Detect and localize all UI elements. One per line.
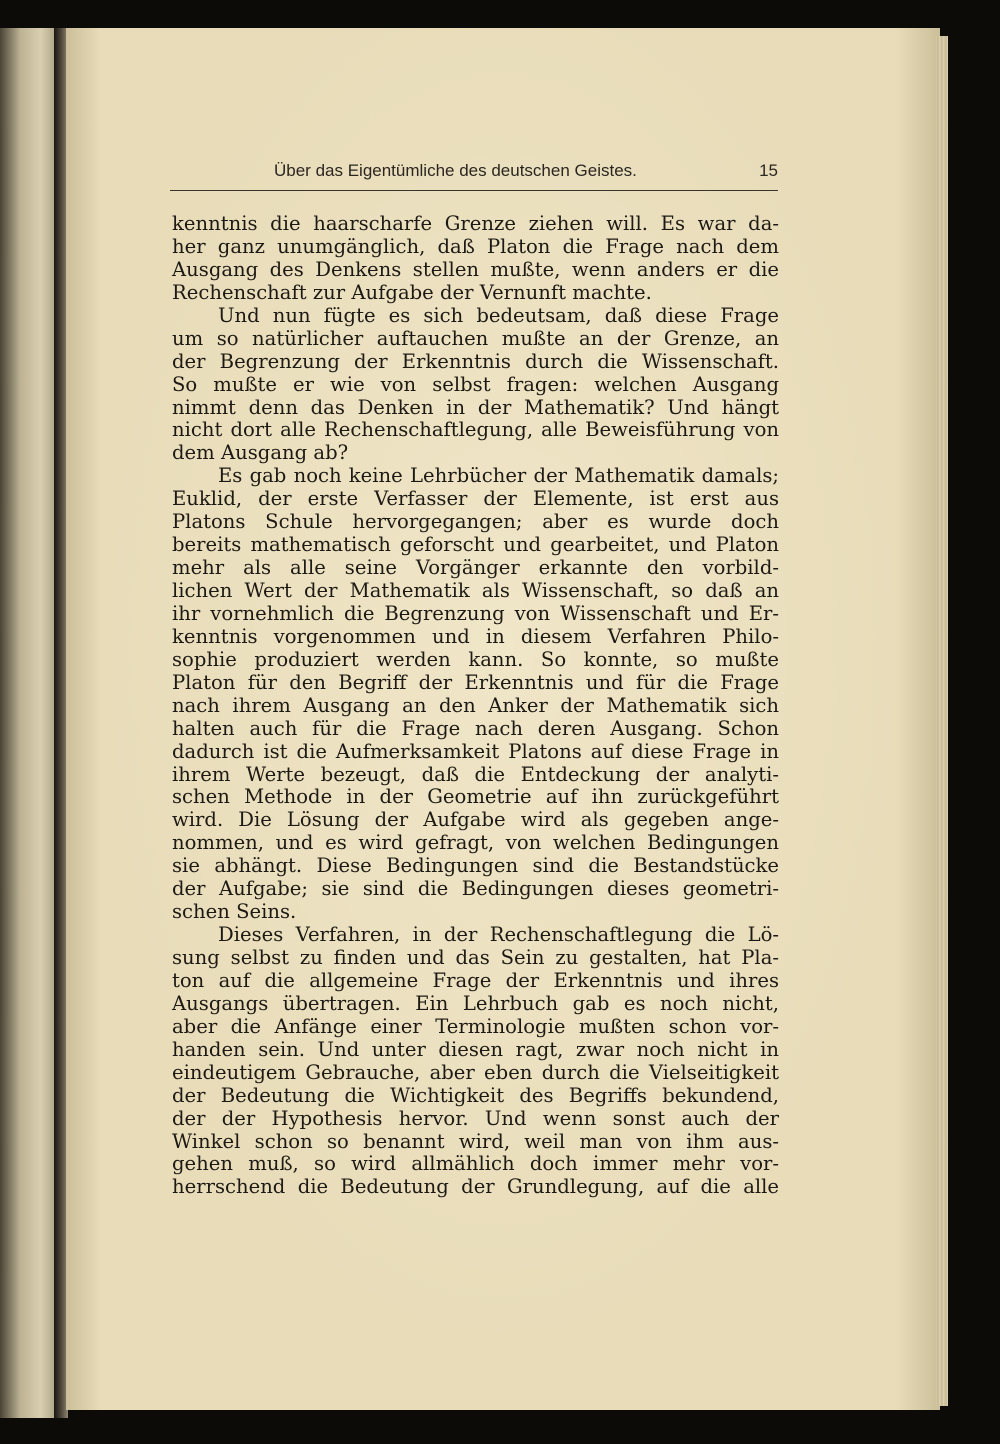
running-head [170,161,780,187]
text-line: der Bedeutung die Wichtigkeit des Begriffs bekundend, [172,1083,779,1107]
text-line: schen Seins. [172,900,297,924]
text-line: sophie produziert werden kann. So konnte, so mußte [172,647,779,671]
text-line: dadurch ist die Aufmerksamkeit Platons auf diese Frage in [172,739,779,763]
text-line: Rechenschaft zur Aufgabe der Vernunft machte. [172,280,652,304]
text-line: Ausgangs übertragen. Ein Lehrbuch gab es noch nicht, [172,991,779,1015]
text-line: halten auch für die Frage nach deren Ausgang. Schon [172,716,779,740]
text-line: wird. Die Lösung der Aufgabe wird als gegeben ange- [172,808,779,832]
text-line: dem Ausgang ab? [172,441,349,465]
text-line: nimmt denn das Denken in der Mathematik? Und hängt [172,395,779,419]
text-line: Und nun fügte es sich bedeutsam, daß diese Frage [218,303,779,327]
text-line: aber die Anfänge einer Terminologie mußten schon vor- [172,1014,779,1038]
text-line: kenntnis die haarscharfe Grenze ziehen will. Es war da- [172,212,779,235]
body-text [172,213,779,1199]
text-line: nach ihrem Ausgang an den Anker der Mathematik sich [172,693,779,717]
running-head-title: Über das Eigentümliche des deutschen Geistes. [274,161,637,180]
text-line: ton auf die allgemeine Frage der Erkenntnis und ihres [172,968,779,992]
text-line: ihrem Werte bezeugt, daß die Entdeckung der analyti- [172,762,779,786]
text-line: Ausgang des Denkens stellen mußte, wenn anders er die [172,257,779,281]
text-line: mehr als alle seine Vorgänger erkannte den vorbild- [172,556,779,580]
text-line: Platons Schule hervorgegangen; aber es wurde doch [172,510,779,534]
text-line: eindeutigem Gebrauche, aber eben durch die Vielseitigkeit [172,1060,779,1084]
text-line: der Begrenzung der Erkenntnis durch die Wissenschaft. [172,349,779,373]
text-line: nommen, und es wird gefragt, von welchen Bedingungen [172,831,779,855]
text-line: herrschend die Bedeutung der Grundlegung, auf die alle [172,1175,779,1199]
text-line: handen sein. Und unter diesen ragt, zwar noch nicht in [172,1037,779,1061]
text-line: schen Methode in der Geometrie auf ihn zurückgeführt [172,785,779,809]
text-line: ihr vornehmlich die Begrenzung von Wissenschaft und Er- [172,601,779,625]
header-rule [170,190,778,191]
text-line: her ganz unumgänglich, daß Platon die Frage nach dem [172,234,779,258]
text-line: So mußte er wie von selbst fragen: welchen Ausgang [172,372,779,396]
text-line: gehen muß, so wird allmählich doch immer mehr vor- [172,1152,779,1176]
page-fore-edge [936,36,948,1406]
text-line: Euklid, der erste Verfasser der Elemente, ist erst aus [172,487,779,511]
text-line: der der Hypothesis hervor. Und wenn sonst auch der [172,1106,779,1130]
text-line: der Aufgabe; sie sind die Bedingungen dieses geometri- [172,877,779,901]
text-line: Platon für den Begriff der Erkenntnis und für die Frage [172,670,779,694]
text-line: bereits mathematisch geforscht und gearbeitet, und Platon [172,533,779,557]
left-page-edge [0,28,58,1418]
text-line: sung selbst zu finden und das Sein zu gestalten, hat Pla- [172,946,779,969]
text-line: um so natürlicher auftauchen mußte an der Grenze, an [172,326,779,350]
page-number: 15 [759,161,778,180]
text-line: nicht dort alle Rechenschaftlegung, alle Beweisführung von [172,418,779,442]
text-line: sie abhängt. Diese Bedingungen sind die Bestandstücke [172,854,779,878]
text-line: Dieses Verfahren, in der Rechenschaftlegung die Lö- [218,923,779,947]
text-line: Es gab noch keine Lehrbücher der Mathematik damals; [218,464,779,488]
text-line: kenntnis vorgenommen und in diesem Verfahren Philo- [172,624,779,648]
text-line: lichen Wert der Mathematik als Wissenschaft, so daß an [172,579,779,602]
text-line: Winkel schon so benannt wird, weil man von ihm aus- [172,1129,779,1153]
